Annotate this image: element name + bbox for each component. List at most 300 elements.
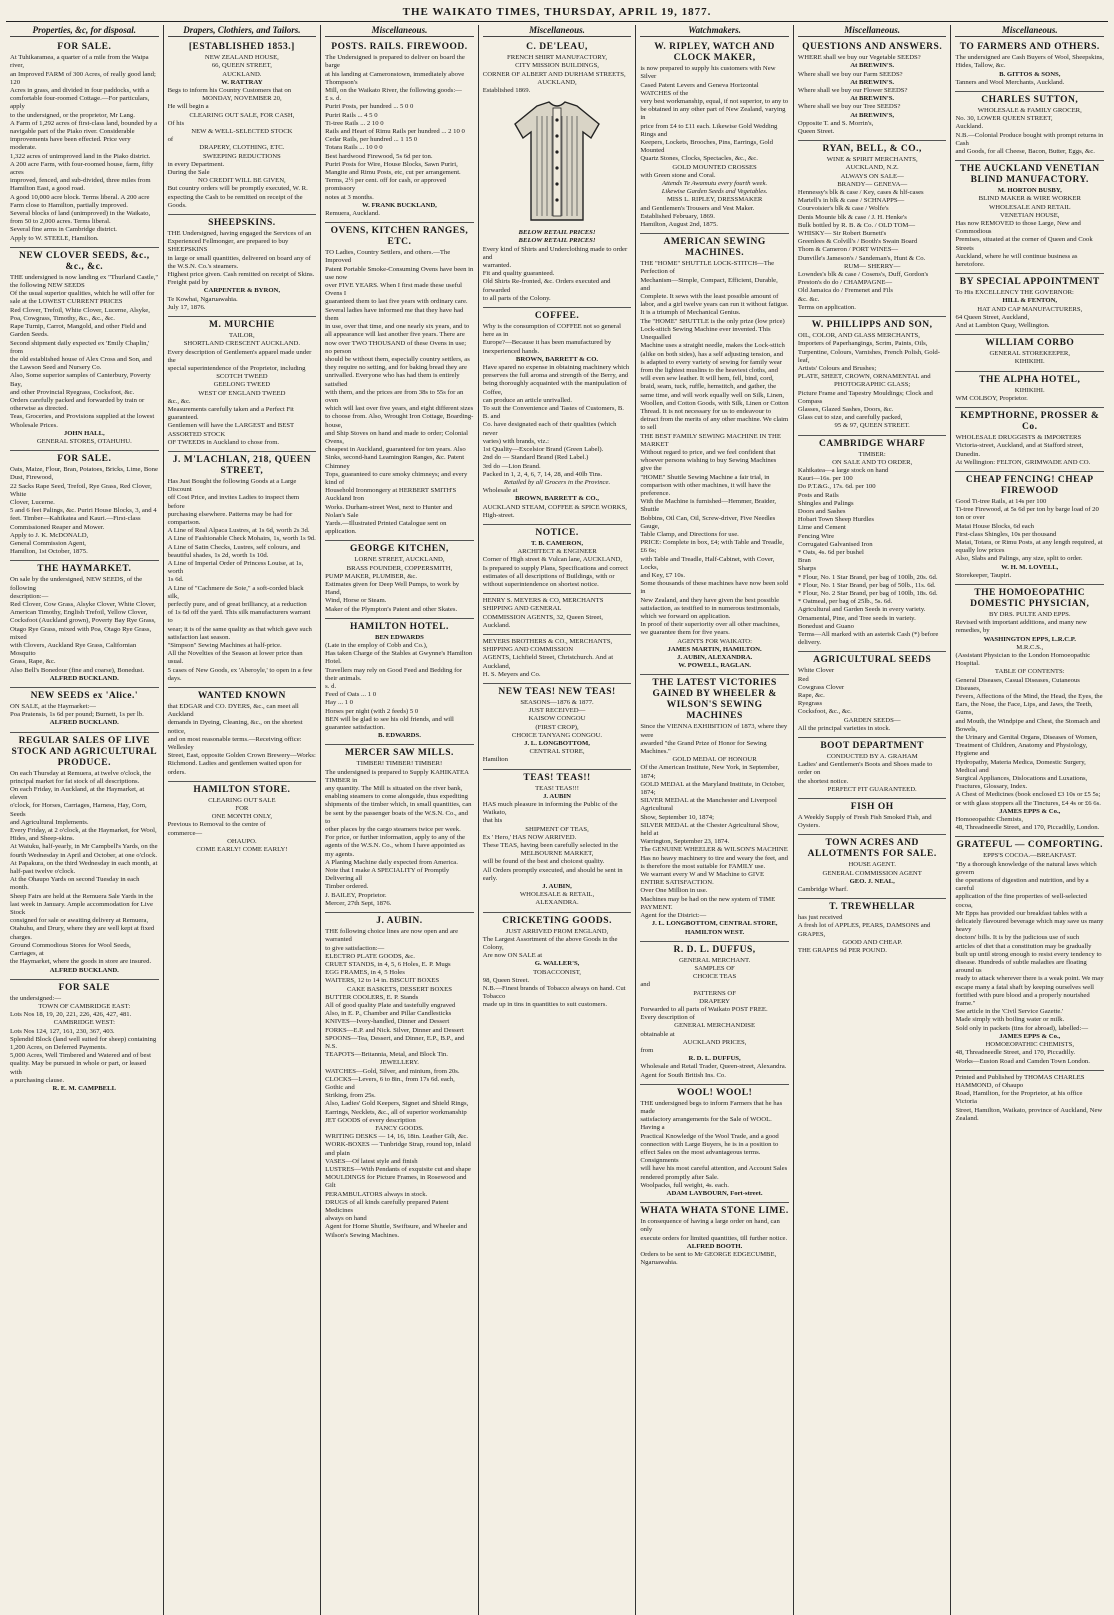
ad-line: BRASS FOUNDER, COPPERSMITH, bbox=[346, 564, 453, 572]
ad-line: Every description of bbox=[640, 1014, 695, 1022]
ad-title: THE HOMOEOPATHIC DOMESTIC PHYSICIAN, bbox=[970, 587, 1090, 609]
ad-line: and on most reasonable terms.—Receiving office: Wellesley bbox=[167, 735, 302, 752]
ad-line: Agent for South British Ins. Co. bbox=[640, 1071, 726, 1079]
advertisement bbox=[325, 619, 474, 746]
ad-line: navigable part of the Piako river. Considerable bbox=[10, 128, 135, 136]
ad-line: Rape, &c. bbox=[797, 692, 825, 700]
ad-line: TABLE OF CONTENTS: bbox=[994, 668, 1065, 676]
ad-title: CRICKETING GOODS. bbox=[502, 915, 612, 926]
ad-line: 1,322 acres of unimproved land in the Piako district. bbox=[10, 152, 151, 160]
ad-line: detract from the merits of any other machine. We claim bbox=[640, 416, 789, 424]
ad-line: Bobbins, Oil Can, Oil, Screw-driver, Five Needles Gauge, bbox=[640, 514, 776, 530]
ad-line: Fractures, Glossary, Index. bbox=[955, 783, 1028, 791]
ad-line: At Tuhikaramea, a quarter of a mile from the Waipa river, bbox=[10, 54, 149, 70]
ad-line: articles of diet that a constitution may be gradually bbox=[955, 942, 1092, 950]
ad-line: unrivalled. Everyone who has had them is entirely satisfied bbox=[325, 372, 460, 388]
ad-line: SCOTCH TWEED bbox=[216, 373, 268, 381]
ad-line: PUMP MAKER, PLUMBER, &c. bbox=[325, 572, 418, 580]
ad-line: charges. bbox=[10, 933, 32, 941]
ad-line: sale at the LOWEST CURRENT PRICES bbox=[10, 298, 123, 306]
ad-title: NEW SEEDS ex 'Alice.' bbox=[30, 691, 139, 702]
advertisement bbox=[955, 335, 1104, 371]
ad-line: Sharps bbox=[797, 565, 817, 573]
ad-title: T. TREWHELLAR bbox=[829, 902, 916, 913]
ad-line: Totara Rails ... 10 0 0 bbox=[325, 144, 383, 152]
ad-line: 48, Threadneedle Street, and 170, Piccadilly, London. bbox=[955, 824, 1100, 832]
ad-line: GENERAL MERCHANDISE bbox=[674, 1022, 756, 1030]
ad-title: SHEEPSKINS. bbox=[208, 218, 276, 229]
ad-line: s. d. bbox=[325, 683, 337, 691]
ad-line: ADAM LAYBOURN, Fort-street. bbox=[666, 1189, 763, 1197]
ad-line: Fit and quality guaranteed. bbox=[482, 270, 555, 278]
ad-line: Is prepared to supply Plans, Specifications and correct bbox=[482, 564, 628, 572]
ad-line: Keepers, Lockets, Brooches, Pins, Earrings, Gold Mounted bbox=[640, 139, 773, 155]
ad-title: AGRICULTURAL SEEDS bbox=[813, 655, 932, 666]
ad-line: last week in January. Ample accommodation for Live Stock bbox=[10, 900, 153, 917]
ad-line: Hobart Town Sheep Hurdles bbox=[797, 516, 875, 524]
advertisement bbox=[325, 745, 474, 913]
ad-line: A Weekly Supply of Fresh Fish Smoked Fish, and Oysters. bbox=[797, 814, 932, 830]
advertisement bbox=[483, 39, 632, 308]
ad-line: (FIRST CROP), bbox=[535, 723, 579, 731]
ad-line: New Zealand, and they have given the best possible bbox=[640, 596, 780, 604]
ad-line: Over One Million in use. bbox=[640, 887, 708, 895]
advertisement bbox=[168, 215, 317, 317]
ad-line: CITY MISSION BUILDINGS, bbox=[515, 62, 599, 70]
ad-line: EPPS'S COCOA.—BREAKFAST. bbox=[983, 852, 1077, 860]
ad-line: from bbox=[640, 1046, 654, 1054]
ad-line: ton or over bbox=[955, 514, 985, 522]
ad-line: N.B.—Finest brands of Tobacco always on hand. Cut Tobacco bbox=[482, 985, 626, 1001]
ad-title: W. PHILLIPPS AND SON, bbox=[811, 320, 933, 331]
ad-title: QUESTIONS AND ANSWERS. bbox=[802, 42, 943, 53]
ad-line: Several blocks of land (unimproved) in the Waikato, bbox=[10, 210, 151, 218]
ad-line: Lots Nos 18, 19, 20, 221, 226, 426, 427, 481. bbox=[10, 1011, 132, 1019]
ad-line: WASHINGTON EPPS, L.R.C.P. bbox=[983, 635, 1076, 643]
column-4 bbox=[479, 25, 637, 1615]
ad-line: Puriri Rails ... 4 5 0 bbox=[325, 111, 378, 119]
ad-line: connection with Large Buyers, he is in a position to bbox=[640, 1140, 779, 1148]
ad-line: awarded "the Grand Prize of Honor for Sewing Machines." bbox=[640, 739, 767, 756]
ad-line: consigned for sale or awaiting delivery at Remuera, bbox=[10, 917, 149, 925]
ad-line: Dunville's Jameson's / Sandeman's, Hunt & Co. bbox=[797, 254, 926, 262]
ad-title: W. RIPLEY, WATCH AND CLOCK MAKER, bbox=[654, 42, 775, 64]
ad-line: ELECTRO PLATE GOODS, &c. bbox=[325, 952, 415, 960]
ad-line: A good 10,000 acre block. Terms liberal. A 200 acre bbox=[10, 193, 150, 201]
ad-title: WANTED KNOWN bbox=[197, 691, 286, 702]
ad-line: Co. have designated each of their qualities (which never bbox=[482, 421, 617, 437]
ad-line: Hay ... 1 0 bbox=[325, 699, 354, 707]
ad-line: R. E. M. CAMPBELL bbox=[52, 1084, 117, 1092]
ad-line: now over TWO THOUSAND of these Ovens in use; no person bbox=[325, 339, 467, 355]
ad-line: J. AUBIN, ALEXANDRA. bbox=[676, 654, 753, 662]
ad-line: Homoeopathic Chemists, bbox=[955, 816, 1024, 824]
ad-line: FORKS—E.P. and Nick. Silver, Dinner and Dessert bbox=[325, 1026, 464, 1034]
ad-line: FRENCH SHIRT MANUFACTORY, bbox=[507, 54, 608, 62]
ad-line: the old established house of Alex Cross and Son, and bbox=[10, 355, 152, 363]
ad-line: Good Ti-tree Rails, at 14s per 100 bbox=[955, 497, 1047, 505]
ad-line: is adapted to every variety of sewing for family wear bbox=[640, 358, 782, 366]
ad-line: M. HORTON BUSBY, bbox=[997, 187, 1062, 195]
ad-line: Travellers may rely on Good Feed and Bedding for their animals. bbox=[325, 666, 462, 682]
ad-line: with Table and Treadle, Half-Cabinet, with Cover, Locks, bbox=[640, 555, 775, 571]
ad-line: "Simpson" Sewing Machines at half-price. bbox=[167, 642, 282, 649]
ad-line: very best workmanship, equal, if not superior, to any to bbox=[640, 98, 789, 106]
column-5 bbox=[636, 25, 794, 1615]
ad-line: Queen Street. bbox=[797, 128, 835, 136]
ad-title: FISH OH bbox=[850, 802, 894, 813]
ad-line: DRAPERY, CLOTHING, ETC. bbox=[199, 144, 285, 152]
masthead: THE WAIKATO TIMES, THURSDAY, APRIL 19, 1877. bbox=[6, 4, 1108, 22]
ad-line: MELBOURNE MARKET, bbox=[520, 850, 594, 858]
column-3 bbox=[321, 25, 479, 1615]
ad-line: Surgical Appliances, Dislocations and Luxations, bbox=[955, 775, 1088, 782]
ad-line: escape many a fatal shaft by keeping ourselves well bbox=[955, 983, 1094, 991]
ad-line: Richmond. Ladies and gentlemen waited upon for orders. bbox=[167, 760, 302, 776]
advertisement bbox=[640, 942, 789, 1085]
advertisement bbox=[168, 39, 317, 215]
shirt-illustration-icon bbox=[507, 98, 607, 226]
ad-line: Woolpacks, full weight, 4s. each. bbox=[640, 1181, 729, 1189]
ad-line: AUCKLAND, N.Z. bbox=[845, 164, 899, 172]
ad-line: doctors' bills. It is by the judicious use of such bbox=[955, 934, 1080, 942]
ad-line: Earrings, Necklets, &c., all of superior workmanship bbox=[325, 1108, 467, 1116]
ad-line: Household Ironmongery at HERBERT SMITH'S Auckland Iron bbox=[325, 487, 457, 503]
ad-line: Corrugated Galvanised Iron bbox=[797, 540, 873, 548]
ad-line: description:— bbox=[10, 592, 49, 600]
side-text-right: BELOW RETAIL PRICES! bbox=[518, 237, 596, 245]
ad-line: Tops, guaranteed to cure smoky chimneys; and every kind of bbox=[325, 470, 468, 486]
ad-line: from the lightest muslins to the heaviest cloths, and bbox=[640, 366, 778, 374]
ad-line: Hennessy's blk & case / Key, cases & hlf-cases bbox=[797, 189, 924, 197]
ad-line: We warrant every W and W Machine to GIVE ENTIRE SATISFACTION. bbox=[640, 871, 765, 887]
ad-line: fourth Wednesday in April and October, at one o'clock. bbox=[10, 851, 157, 859]
ad-line: be obtained in any other part of New Zealand, varying in bbox=[640, 106, 786, 122]
ad-line: Revised with important additions, and many new remedies, by bbox=[955, 619, 1087, 635]
ad-line: Ears, the Nose, the Face, Lips, and Jaws, the Teeth, Gums, bbox=[955, 701, 1093, 717]
ad-line: BUTTER COOLERS, E. P. Stands bbox=[325, 993, 419, 1001]
ad-line: Te Kowhai, Ngaruawahia. bbox=[167, 295, 238, 303]
ad-line: Hamilton bbox=[482, 756, 508, 764]
ad-line: application of the fine properties of well-selected cocoa, bbox=[955, 893, 1087, 909]
ad-line: ALWAYS ON SALE— bbox=[840, 172, 904, 180]
advertisement bbox=[798, 141, 947, 317]
ad-line: CAKE BASKETS, DESSERT BOXES bbox=[346, 985, 452, 993]
ad-line: and bbox=[640, 981, 650, 989]
ad-line: Table Clamp, and Directions for use. bbox=[640, 530, 739, 538]
ad-line: Farm close to Hamilton, partially improved. bbox=[10, 201, 128, 209]
ad-line: purchasing elsewhere. Patterns may be had for comparison. bbox=[167, 510, 293, 526]
ad-line: Agricultural and Garden Seeds in every variety. bbox=[797, 606, 926, 614]
ad-line: Auckland. bbox=[955, 123, 984, 131]
ad-line: Orders carefully packed and forwarded by train or bbox=[10, 396, 145, 404]
ad-line: special superintendence of the Proprietor, including bbox=[167, 364, 306, 372]
ad-line: preserves the full aroma and strength of the Berry, and bbox=[482, 372, 629, 380]
ad-title: CHEAP FENCING! CHEAP FIREWOOD bbox=[965, 474, 1094, 496]
ad-line: half-past twelve o'clock. bbox=[10, 868, 76, 876]
ad-line: Matai House Blocks, 6d each bbox=[955, 522, 1035, 530]
ad-line: notes at 3 months. bbox=[325, 193, 374, 201]
advertisement bbox=[483, 635, 632, 684]
ad-title: J. M'LACHLAN, 218, QUEEN STREET, bbox=[172, 454, 311, 476]
ad-line: SAMPLES OF bbox=[694, 964, 735, 972]
ad-title: MERCER SAW MILLS. bbox=[345, 748, 454, 759]
ad-line: Mercer, 27th Sept, 1876. bbox=[325, 899, 392, 907]
ad-line: Every Friday, at 2 o'clock, at the Haymarket, for Wool, bbox=[10, 827, 157, 835]
column-2 bbox=[164, 25, 322, 1615]
ad-line: which will last over five years, and eight different sizes bbox=[325, 405, 474, 413]
ad-title: OVENS, KITCHEN RANGES, ETC. bbox=[330, 226, 469, 248]
ad-line: can produce an article unrivalled. bbox=[482, 396, 573, 404]
ad-line: MONDAY, NOVEMBER 20, bbox=[202, 95, 282, 103]
ad-line: CORNER OF ALBERT AND DURHAM STREETS, bbox=[482, 70, 626, 78]
ad-line: GOOD AND CHEAP. bbox=[842, 938, 902, 946]
ad-line: All the Novelties of the Season at lower price than usual. bbox=[167, 650, 303, 666]
ad-line: Dust, Firewood, bbox=[10, 474, 54, 482]
ad-line: GEELONG TWEED bbox=[213, 381, 271, 389]
ad-line: WHOLESALE DRUGGISTS & IMPORTERS bbox=[955, 434, 1082, 442]
ad-line: ALFRED BUCKLAND. bbox=[49, 674, 119, 682]
ad-line: Some thousands of these machines have now been sold in bbox=[640, 580, 789, 596]
ad-line: HAS much pleasure in informing the Public of the Waikato, bbox=[482, 801, 618, 817]
ad-line: Rails and Heart of Rimu Rails per hundred ... 2 10 0 bbox=[325, 128, 465, 136]
ad-line: Hamilton, 1st October, 1875. bbox=[10, 548, 88, 556]
ad-line: * Flour, No. 1 Star Brand, per bag of 100lb, 20s. 6d. bbox=[797, 573, 938, 581]
ad-line: the Lawson Seed and Nursery Co. bbox=[10, 364, 102, 372]
ad-line: Otahuhu, and Drury, where they are well kept at fixed bbox=[10, 925, 155, 933]
ad-title: FOR SALE. bbox=[57, 454, 112, 465]
advertisement bbox=[483, 308, 632, 525]
ad-line: JET GOODS of every description bbox=[325, 1116, 416, 1124]
ad-line: BY DRS. PULTE AND EPPS. bbox=[988, 610, 1071, 618]
ad-line: KIHIKIHI. bbox=[1014, 386, 1045, 394]
ad-line: we guarantee them for five years. bbox=[640, 629, 730, 637]
ad-line: Are now ON SALE at bbox=[482, 952, 543, 960]
ad-line: Every kind of Shirts and Underclothing made to order and bbox=[482, 245, 628, 261]
ad-line: Glass cut to size, and carefully packed, bbox=[797, 414, 903, 422]
ad-line: WHOLESALE AND RETAIL bbox=[988, 203, 1071, 211]
ad-title: KEMPTHORNE, PROSSER & Co. bbox=[960, 411, 1100, 433]
ad-line: Treatment of Children, Anatomy and Physiology, Hygiene and bbox=[955, 742, 1088, 758]
ad-line: 22 Sacks Rape Seed, Trefoil, Rye Grass, Red Clover, White bbox=[10, 482, 152, 498]
ad-line: Freight paid by bbox=[167, 279, 209, 287]
ad-line: Ex ' Hero,' HAS NOW ARRIVED. bbox=[482, 833, 577, 841]
ad-line: perfectly pure, and of great brilliancy, at a reduction bbox=[167, 600, 307, 608]
ad-title: NEW TEAS! NEW TEAS! bbox=[498, 686, 616, 697]
ad-line: Denis Mounie blk & case / J. H. Henke's bbox=[797, 213, 907, 221]
ad-line: Old Shirts Re-fronted, &c. Orders executed and forwarded bbox=[482, 278, 611, 294]
ad-line: At BREWIN'S. bbox=[850, 78, 895, 86]
ad-line: PLATE, SHEET, CROWN, ORNAMENTAL and bbox=[797, 373, 931, 381]
ad-line: Picture Frame and Tapestry Mouldings; Clock and Compass bbox=[797, 389, 933, 405]
ad-line: will even sew leather. It will hem, fell, bind, cord, bbox=[640, 375, 774, 383]
ad-line: J. AUBIN bbox=[543, 792, 571, 800]
ad-line: Clover, Lucerne. bbox=[10, 498, 55, 506]
ad-line: ALEXANDRA. bbox=[535, 899, 579, 907]
ad-line: Teas, Groceries, and Provisions supplied at the lowest bbox=[10, 413, 155, 421]
ad-line: Ground Commodious Stores for Wool Seeds, Carriages, at bbox=[10, 941, 131, 958]
ad-line: SHORTLAND CRESCENT AUCKLAND. bbox=[183, 340, 301, 348]
ad-line: Glasses, Glazed Sashes, Doors, &c. bbox=[797, 405, 894, 413]
ad-line: the W.S.N. Co.'s steamers. bbox=[167, 262, 239, 270]
advertisement bbox=[798, 738, 947, 799]
ad-line: Show, September 10, 1874; bbox=[640, 813, 714, 821]
ad-line: TAILOR, bbox=[229, 332, 255, 340]
ad-line: WHOLESALE & RETAIL, bbox=[519, 891, 595, 899]
ad-line: The undersigned are Cash Buyers of Wool, Sheepskins, bbox=[955, 54, 1104, 62]
ad-line: to the undersigned, or the proprietor, Mr Lang. bbox=[10, 111, 135, 119]
ad-line: Has no heavy machinery to tire and weary the feet, and bbox=[640, 854, 788, 862]
ad-title: GEORGE KITCHEN, bbox=[350, 544, 449, 555]
advertisement bbox=[483, 770, 632, 913]
ad-title: THE HAYMARKET. bbox=[37, 564, 132, 575]
ad-line: GOLD MEDAL at the Maryland Institute, in October, 1874; bbox=[640, 780, 785, 797]
ad-line: will be found of the best and choicest quality. bbox=[482, 858, 605, 866]
ad-line: Works—Euston Road and Camden Town London. bbox=[955, 1057, 1090, 1065]
ad-line: BEN will be glad to see his old friends, and will bbox=[325, 715, 454, 723]
ad-line: CLEARING OUT SALE bbox=[208, 796, 276, 804]
ad-line: Bran bbox=[797, 557, 811, 565]
ad-line: * Oatmeal, per bag of 25lb., 5s. 6d. bbox=[797, 598, 893, 606]
ad-title: GRATEFUL — COMFORTING. bbox=[956, 840, 1103, 851]
column-6 bbox=[794, 25, 952, 1615]
ad-line: Courvoisier's blk & case / Wolfe's bbox=[797, 205, 889, 213]
ad-line: Second shipment daily expected ex 'Emily Chaplin,' from bbox=[10, 339, 150, 355]
ad-line: No. 30, LOWER QUEEN STREET, bbox=[955, 115, 1053, 123]
ad-line: Agent for the District:— bbox=[640, 912, 707, 920]
ad-line: Begs to inform his Country Customers that on bbox=[167, 87, 292, 95]
ad-line: Mr Epps has provided our breakfast tables with a bbox=[955, 909, 1087, 917]
ad-line: But country orders will be promptly executed, W. R. bbox=[167, 185, 308, 193]
ad-line: Where shall we buy our Flower SEEDS? bbox=[797, 87, 908, 95]
ad-line: WATCHES—Gold, Silver, and minium, from 20s. bbox=[325, 1067, 460, 1075]
ad-line: WAITERS, 12 to 14 in. BISCUIT BOXES bbox=[325, 977, 440, 985]
ad-line: of 1s 6d off the yard. This silk manufacturers warrant to bbox=[167, 609, 311, 625]
ad-line: ready to attack wherever there is a weak point. We may bbox=[955, 975, 1104, 983]
advertisement bbox=[955, 92, 1104, 161]
column-1 bbox=[6, 25, 164, 1615]
ad-line: improved, fenced, and sub-divided, three miles from bbox=[10, 177, 151, 185]
ad-line: whoever persons wishing to buy Sewing Machines give the bbox=[640, 457, 777, 473]
column-heading: Watchmakers. bbox=[640, 25, 789, 37]
ad-line: Thread. It is not necessary for us to endeavour to bbox=[640, 407, 772, 415]
ad-line: At Wellington: FELTON, GRIMWADE AND CO. bbox=[955, 458, 1091, 466]
ad-line: Maker of the Plympton's Patent and other Skates. bbox=[325, 605, 458, 613]
ad-line: Matai, Totara, or Rimu Posts, at any length required, at bbox=[955, 538, 1103, 546]
ad-line: to sell bbox=[640, 424, 657, 432]
ad-line: EGG FRAMES, in 4, 5 Holes bbox=[325, 969, 405, 977]
ad-line: PATTERNS OF bbox=[693, 989, 736, 997]
ad-line: satisfaction last season. bbox=[167, 633, 231, 641]
ad-line: Likewise Garden Seeds and Vegetables. bbox=[661, 188, 768, 196]
ad-line: CHOICE TEAS bbox=[693, 973, 737, 981]
ad-line: With the Machine is furnished—Hemmer, Braider, Shuttle bbox=[640, 498, 777, 514]
ad-line: GENERAL STOREKEEPER, bbox=[989, 350, 1071, 358]
advertisement bbox=[798, 652, 947, 738]
ad-line: Best hardwood Firewood, 5s 6d per ton. bbox=[325, 152, 433, 160]
ad-line: J. BAILEY, Proprietor. bbox=[325, 891, 387, 899]
ad-line: Has now REMOVED to those Large, New and Commodious bbox=[955, 220, 1081, 236]
ad-line: labor, and a girl twelve years can run it without fatigue. bbox=[640, 301, 789, 309]
ad-line: Wholesale Prices. bbox=[10, 421, 58, 429]
advertisement bbox=[168, 782, 317, 858]
ad-line: Wind, Horse or Steam. bbox=[325, 597, 387, 605]
ad-line: Also, Ladies' Gold Keepers, Signet and Shield Rings, bbox=[325, 1100, 469, 1108]
ad-line: MOULDINGS for Picture Frames, in Rosewood and Gilt bbox=[325, 1174, 467, 1190]
ad-line: the operations of digestion and nutrition, and by a careful bbox=[955, 877, 1089, 893]
ad-line: Terms—All marked with an asterisk Cash (*) before delivery. bbox=[797, 631, 939, 647]
ad-line: THE Undersigned, having engaged the Services of an bbox=[167, 230, 312, 238]
ad-line: quality. May be pursued in whole or part, or leased with bbox=[10, 1060, 147, 1076]
advertisement bbox=[798, 317, 947, 435]
ad-line: JUST RECEIVED— bbox=[528, 707, 586, 715]
ad-line: J. L. LONGBOTTOM, CENTRAL STORE, HAMILTON WEST. bbox=[651, 920, 778, 936]
ad-line: Garden Seeds. bbox=[10, 331, 49, 339]
ad-line: that EDGAR and CO. DYERS, &c., can meet all Auckland bbox=[167, 703, 299, 719]
ad-line: GOLD MOUNTED CROSSES bbox=[672, 163, 757, 171]
ad-line: Poa Pratensis, 1s 6d per pound; Burnett, 1s per lb. bbox=[10, 711, 144, 719]
ad-line: and Key, £7 10s. bbox=[640, 571, 686, 579]
ad-line: Puriri Posts for Wire, House Blocks, Sawn Puriri, bbox=[325, 160, 458, 168]
ad-title: NEW CLOVER SEEDS, &c., &c., &c. bbox=[18, 250, 150, 272]
ad-line: made up in tins in quantities to suit customers. bbox=[482, 1001, 607, 1009]
ad-title: [ESTABLISHED 1853.] bbox=[188, 42, 295, 53]
ad-line: BEN EDWARDS bbox=[375, 633, 424, 641]
ad-line: TEAS! TEAS!!! bbox=[535, 784, 579, 792]
ad-line: Ti-tree Rails ... 2 10 0 bbox=[325, 119, 384, 127]
ad-line: satisfactory arrangements for the Sale of WOOL. Having a bbox=[640, 1116, 772, 1132]
ad-line: effect Sales on the most advantageous terms. Consignments bbox=[640, 1148, 761, 1165]
ad-line: 3rd do —Lion Brand. bbox=[482, 462, 541, 470]
ad-line: Rape Turnip, Carrot, Mangold, and other Field and bbox=[10, 323, 147, 331]
ad-line: which we forward on application. bbox=[640, 613, 731, 620]
ad-line: Of his bbox=[167, 119, 185, 127]
ad-line: H. S. Meyers and Co. bbox=[482, 670, 541, 678]
ad-line: ALFRED BUCKLAND. bbox=[49, 966, 119, 974]
ad-title: TO FARMERS AND OTHERS. bbox=[959, 42, 1100, 53]
ad-line: OHAUPO. bbox=[227, 837, 257, 845]
ad-line: Storekeeper, Taupiri. bbox=[955, 571, 1012, 579]
ad-line: HAT AND CAP MANUFACTURERS, bbox=[977, 305, 1083, 313]
ad-line: Grass, Rape, &c. bbox=[10, 658, 56, 666]
ad-line: Sold only in packets (tins for abroad), labelled:— bbox=[955, 1024, 1089, 1032]
ad-line: execute orders for limited quantities, till further notice. bbox=[640, 1234, 788, 1242]
column-heading: Miscellaneous. bbox=[955, 25, 1104, 37]
ad-line: On each Thursday at Remuera, at twelve o'clock, the bbox=[10, 769, 152, 777]
ad-line: KNIVES—Ivory-handled, Dinner and Dessert bbox=[325, 1018, 450, 1026]
advertisement bbox=[325, 39, 474, 223]
ad-line: Printed and Published by THOMAS CHARLES HAMMOND, of Ohaupo bbox=[955, 1073, 1085, 1089]
ad-line: LUSTRES—With Pendants of exquisite cut and shape bbox=[325, 1165, 471, 1173]
ad-line: be sent by the passenger boats of the W.S.N. Co., and to bbox=[325, 809, 468, 825]
ad-line: the undersigned:— bbox=[10, 994, 62, 1002]
ad-line: Feed of Oats ... 1 0 bbox=[325, 691, 377, 699]
ad-line: Striking, from 25s. bbox=[325, 1092, 376, 1100]
ad-line: Also, Some superior samples of Canterbury, Poverty Bay, bbox=[10, 372, 151, 388]
ad-line: Europe?—Because it has been manufactured by inexperienced hands. bbox=[482, 339, 612, 355]
ad-line: Artists' Colours and Brushes; bbox=[797, 364, 877, 372]
advertisement bbox=[955, 837, 1104, 1070]
ad-line: Apply to W. STEELE, Hamilton. bbox=[10, 234, 99, 242]
ad-line: Measurements carefully taken and a Perfect Fit guaranteed. bbox=[167, 405, 294, 422]
ad-line: HILL & FENTON, bbox=[1002, 297, 1058, 305]
ad-line: Machines may be had on the new system of TIME PAYMENT. bbox=[640, 895, 776, 911]
ad-line: FANCY GOODS. bbox=[375, 1124, 424, 1132]
ad-line: and Goods, for all Cheese, Bacon, Butter, Eggs, &c. bbox=[955, 148, 1095, 156]
ad-line: GEO. J. NEAL, bbox=[849, 877, 895, 885]
ad-line: American Timothy, English Trefoil, Yellow Clover, bbox=[10, 609, 148, 617]
ad-title: AMERICAN SEWING MACHINES. bbox=[663, 237, 766, 259]
